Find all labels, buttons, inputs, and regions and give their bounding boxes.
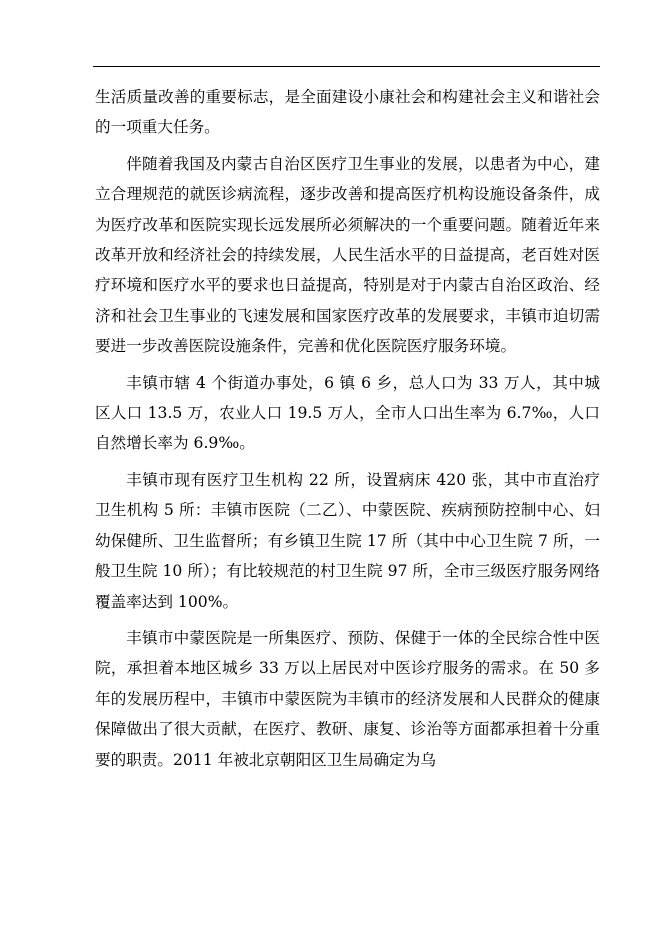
paragraph-medical-development: 伴随着我国及内蒙古自治区医疗卫生事业的发展，以患者为中心，建立合理规范的就医诊病流程，逐步改善和提高医疗机构设施设备条件，成为医疗改革和医院实现长远发展所必须解决的一个重要问题。随着近年来改革开放和经济社会的持续发展，人民生活水平的日益提高，老百姓对医疗环境和医疗水平的要求也日益提高，特别是对于内蒙古自治区政治、经济和社会卫生事业的飞速发展和国家医疗改革的发展要求，丰镇市迫切需要进一步改善医院设施条件，完善和优化医院医疗服务环境。 (95, 154, 600, 356)
paragraph-population: 丰镇市辖 4 个街道办事处，6 镇 6 乡，总人口为 33 万人，其中城区人口 13.5 万，农业人口 19.5 万人，全市人口出生率为 6.7‰，人口自然增长率为 6.9‰。 (95, 373, 600, 453)
header-rule (93, 66, 600, 67)
paragraph-medical-institutions: 丰镇市现有医疗卫生机构 22 所，设置病床 420 张，其中市直治疗卫生机构 5 所：丰镇市医院（二乙）、中蒙医院、疾病预防控制中心、妇幼保健所、卫生监督所；有乡镇卫生院 17 所（其中中心卫生院 7 所，一般卫生院 10 所）；有比较规范的村卫生院 97 所，全市三级医疗服务网络覆盖率达到 100%。 (95, 470, 600, 611)
paragraph-hospital-intro: 丰镇市中蒙医院是一所集医疗、预防、保健于一体的全民综合性中医院，承担着本地区城乡 33 万以上居民对中医诊疗服务的需求。在 50 多年的发展历程中，丰镇市中蒙医院为丰镇市的经济发展和人民群众的健康保障做出了很大贡献，在医疗、教研、康复、诊治等方面都承担着十分重要的职责。2011 年被北京朝阳区卫生局确定为乌 (95, 628, 600, 769)
paragraph-continuation: 生活质量改善的重要标志，是全面建设小康社会和构建社会主义和谐社会的一项重大任务。 (95, 88, 600, 137)
document-body (95, 82, 600, 781)
